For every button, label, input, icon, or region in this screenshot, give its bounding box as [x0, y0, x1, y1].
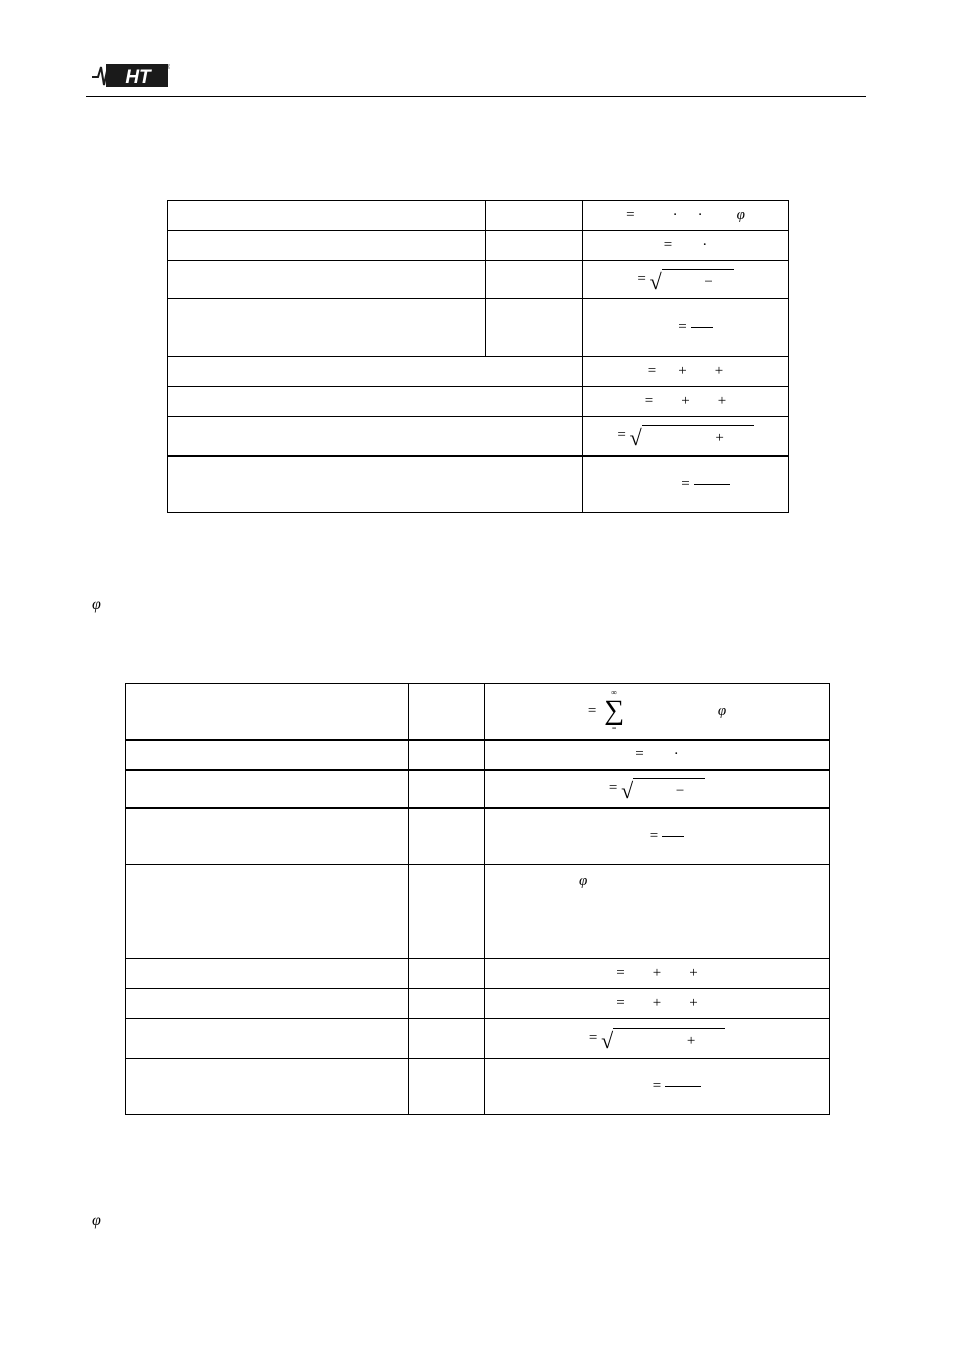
- equals-sign: =: [588, 1029, 598, 1046]
- table-row: [168, 231, 789, 261]
- formula-cell: [485, 684, 830, 740]
- table-cell: [126, 770, 409, 808]
- sigma-symbol: ∑: [604, 695, 625, 727]
- radical-sign: √: [601, 1027, 614, 1053]
- formula-cell: [485, 865, 830, 959]
- equals-sign: =: [608, 779, 618, 796]
- phi-note-1: φ: [92, 596, 101, 613]
- minus-sign: −: [675, 782, 685, 799]
- table-cell: [409, 1059, 485, 1115]
- formula-cell: [485, 1059, 830, 1115]
- equals-sign: =: [587, 702, 597, 719]
- square-root: [621, 777, 705, 803]
- plus-sign: +: [652, 995, 662, 1011]
- table-cell: [126, 959, 409, 989]
- ht-logo: [92, 61, 170, 89]
- formula-cell: [583, 231, 789, 261]
- table-row: [126, 740, 830, 770]
- formula-cell: [485, 770, 830, 808]
- dot-operator: ·: [673, 746, 679, 762]
- equals-sign: =: [616, 995, 625, 1011]
- table-cell: [168, 201, 486, 231]
- radical-sign: √: [629, 424, 642, 450]
- logo-registered-mark: ®: [166, 65, 170, 71]
- table-cell: [126, 684, 409, 740]
- plus-sign: +: [714, 363, 724, 379]
- formula-table-1: [167, 200, 789, 513]
- equals-sign: =: [647, 363, 657, 379]
- table-cell: [126, 865, 409, 959]
- plus-sign: +: [689, 965, 698, 981]
- table-cell: [409, 865, 485, 959]
- table-row: [168, 299, 789, 357]
- table-row: [168, 201, 789, 231]
- table-row: [126, 989, 830, 1019]
- dot-operator: ·: [672, 207, 678, 223]
- table-row: [168, 387, 789, 417]
- plus-sign: +: [652, 965, 662, 981]
- equals-sign: =: [637, 270, 646, 287]
- table-cell: [168, 387, 583, 417]
- table-cell: [126, 1019, 409, 1059]
- dot-operator: ·: [702, 237, 708, 253]
- plus-sign: +: [717, 393, 727, 409]
- formula-cell: [583, 387, 789, 417]
- table-cell: [168, 417, 583, 456]
- fraction-bar: [691, 327, 713, 328]
- formula-cell: [485, 1019, 830, 1059]
- table-row: [126, 1019, 830, 1059]
- table-row: [168, 261, 789, 299]
- minus-sign: −: [704, 273, 713, 290]
- summation: [604, 689, 624, 733]
- table-cell: [409, 989, 485, 1019]
- infinity-symbol: ∞: [611, 688, 617, 698]
- formula-cell: [485, 959, 830, 989]
- equals-sign: =: [635, 746, 644, 762]
- fraction-bar: [662, 836, 684, 837]
- formula-cell: [485, 740, 830, 770]
- table-row: [168, 456, 789, 513]
- table-cell: [409, 1019, 485, 1059]
- table-cell: [126, 1059, 409, 1115]
- table-cell: [168, 299, 486, 357]
- table-cell: [126, 808, 409, 865]
- table-cell: [486, 261, 583, 299]
- phi-symbol: φ: [579, 873, 588, 889]
- table-row: [126, 865, 830, 959]
- table-row: [126, 1059, 830, 1115]
- square-root: [649, 268, 734, 294]
- table-cell: [409, 808, 485, 865]
- table-row: [126, 808, 830, 865]
- equals-sign: =: [644, 393, 654, 409]
- phi-symbol: φ: [736, 207, 745, 223]
- square-root: [601, 1027, 725, 1053]
- formula-cell: [583, 357, 789, 387]
- table-cell: [126, 740, 409, 770]
- square-root: [629, 424, 754, 450]
- logo-text: HT: [125, 67, 151, 88]
- plus-sign: +: [686, 1032, 696, 1049]
- formula-cell: [485, 808, 830, 865]
- table-cell: [168, 357, 583, 387]
- table-row: [126, 959, 830, 989]
- table-row: [168, 357, 789, 387]
- formula-cell: [583, 261, 789, 299]
- table-cell: [486, 201, 583, 231]
- table-cell: [486, 231, 583, 261]
- equals-sign: =: [652, 1078, 662, 1094]
- equals-sign: =: [611, 724, 617, 734]
- table-cell: [409, 740, 485, 770]
- fraction-bar: [694, 484, 730, 485]
- plus-sign: +: [681, 393, 690, 409]
- table-cell: [168, 261, 486, 299]
- plus-sign: +: [678, 363, 687, 379]
- formula-cell: [583, 299, 789, 357]
- fraction-bar: [665, 1086, 701, 1087]
- phi-symbol: φ: [717, 702, 727, 719]
- equals-sign: =: [649, 827, 659, 844]
- table-row: [126, 770, 830, 808]
- formula-cell: [583, 201, 789, 231]
- table-cell: [486, 299, 583, 357]
- plus-sign: +: [689, 995, 698, 1011]
- phi-note-2: φ: [92, 1212, 101, 1229]
- table-cell: [168, 456, 583, 513]
- equals-sign: =: [681, 475, 690, 492]
- equals-sign: =: [626, 207, 635, 223]
- header-rule: [86, 96, 866, 97]
- formula-cell: [583, 456, 789, 513]
- equals-sign: =: [617, 427, 626, 444]
- radical-sign: √: [649, 268, 662, 294]
- plus-sign: +: [715, 429, 724, 446]
- equals-sign: =: [663, 237, 673, 253]
- table-row: [126, 684, 830, 740]
- equals-sign: =: [678, 319, 687, 335]
- dot-operator: ·: [697, 207, 703, 223]
- equals-sign: =: [616, 965, 625, 981]
- table-cell: [409, 770, 485, 808]
- radical-sign: √: [621, 777, 634, 803]
- table-cell: [168, 231, 486, 261]
- table-cell: [126, 989, 409, 1019]
- formula-cell: [485, 989, 830, 1019]
- formula-cell: [583, 417, 789, 456]
- table-cell: [409, 684, 485, 740]
- table-cell: [409, 959, 485, 989]
- formula-table-2: [125, 683, 830, 1115]
- table-row: [168, 417, 789, 456]
